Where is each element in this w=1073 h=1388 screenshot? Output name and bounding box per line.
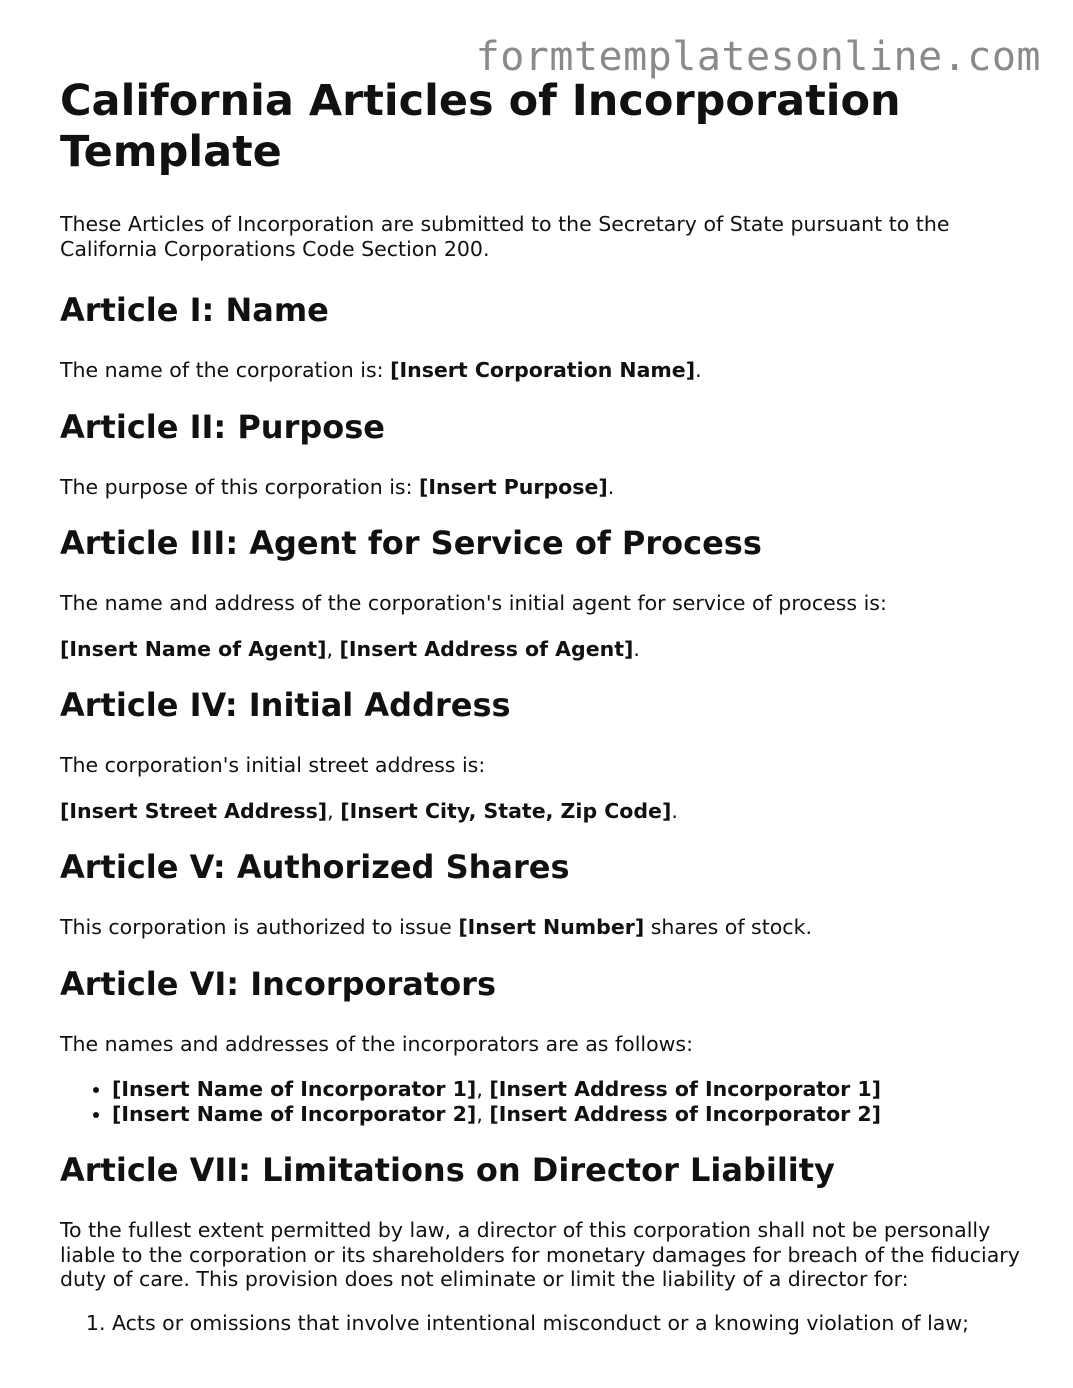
article-2-heading: Article II: Purpose <box>60 407 385 446</box>
incorporator-1-address: [Insert Address of Incorporator 1] <box>489 1077 882 1101</box>
article-6-text: The names and addresses of the incorporators are as follows: <box>60 1031 693 1056</box>
article-3 <box>60 523 1020 661</box>
article-7-heading: Article VII: Limitations on Director Liability <box>60 1151 835 1189</box>
purpose-placeholder: [Insert Purpose] <box>419 474 608 499</box>
article-1-heading: Article I: Name <box>60 291 329 329</box>
address-line-end: . <box>671 798 678 823</box>
watermark: formtemplatesonline.com <box>475 34 1041 80</box>
article-2 <box>60 407 1020 500</box>
article-1-lead: The name of the corporation is: <box>60 358 391 382</box>
incorporator-2-name: [Insert Name of Incorporator 2] <box>112 1101 477 1126</box>
article-4-heading: Article IV: Initial Address <box>60 686 511 724</box>
incorporator-1-name: [Insert Name of Incorporator 1] <box>112 1077 477 1101</box>
corporation-name-placeholder: [Insert Corporation Name] <box>390 358 696 382</box>
document-page <box>60 76 1020 1335</box>
article-6 <box>60 964 1020 1127</box>
incorporators-list <box>60 1077 1020 1126</box>
list-item <box>112 1077 1020 1102</box>
article-7 <box>60 1150 1020 1335</box>
article-5-lead: This corporation is authorized to issue <box>60 915 459 939</box>
agent-separator: , <box>326 636 340 661</box>
incorporator-2-separator: , <box>476 1101 490 1126</box>
article-5-text <box>60 915 1020 940</box>
list-item: 1. Acts or omissions that involve intentional misconduct or a knowing violation of law; <box>112 1311 1020 1336</box>
article-2-text <box>60 475 1020 500</box>
article-4-text: The corporation's initial street address is: <box>60 753 486 777</box>
shares-number-placeholder: [Insert Number] <box>458 915 645 939</box>
incorporator-2-address: [Insert Address of Incorporator 2] <box>489 1101 882 1126</box>
article-2-end: . <box>607 474 615 499</box>
article-3-heading: Article III: Agent for Service of Process <box>60 524 762 562</box>
address-line <box>60 799 1020 824</box>
article-6-heading: Article VI: Incorporators <box>60 964 496 1003</box>
address-separator: , <box>327 798 341 823</box>
liability-exceptions-list <box>60 1311 1020 1336</box>
article-1-end: . <box>695 358 702 382</box>
list-item <box>112 1102 1020 1127</box>
article-1 <box>60 290 1020 383</box>
agent-line <box>60 637 1020 662</box>
article-5-end: shares of stock. <box>644 915 812 939</box>
agent-line-end: . <box>633 636 640 661</box>
agent-name-placeholder: [Insert Name of Agent] <box>60 636 327 661</box>
city-state-zip-placeholder: [Insert City, State, Zip Code] <box>340 798 672 823</box>
article-5-heading: Article V: Authorized Shares <box>60 848 570 886</box>
article-7-text: To the fullest extent permitted by law, a director of this corporation shall not be personally liable to the corporation or its shareholders for monetary damages for breach of the fiduciary duty of care. This provision does not eliminate or limit the liability of a director for: <box>60 1218 1020 1291</box>
article-4 <box>60 685 1020 823</box>
article-2-lead: The purpose of this corporation is: <box>60 474 420 499</box>
intro-paragraph: These Articles of Incorporation are submitted to the Secretary of State pursuant to the California Corporations Code Section 200. <box>60 212 950 261</box>
incorporator-1-separator: , <box>476 1077 490 1101</box>
street-address-placeholder: [Insert Street Address] <box>60 798 328 823</box>
page-title: California Articles of Incorporation Template <box>60 76 901 177</box>
article-5 <box>60 847 1020 940</box>
article-1-text <box>60 358 1020 383</box>
agent-address-placeholder: [Insert Address of Agent] <box>339 636 634 661</box>
article-3-text: The name and address of the corporation's initial agent for service of process is: <box>60 591 887 615</box>
